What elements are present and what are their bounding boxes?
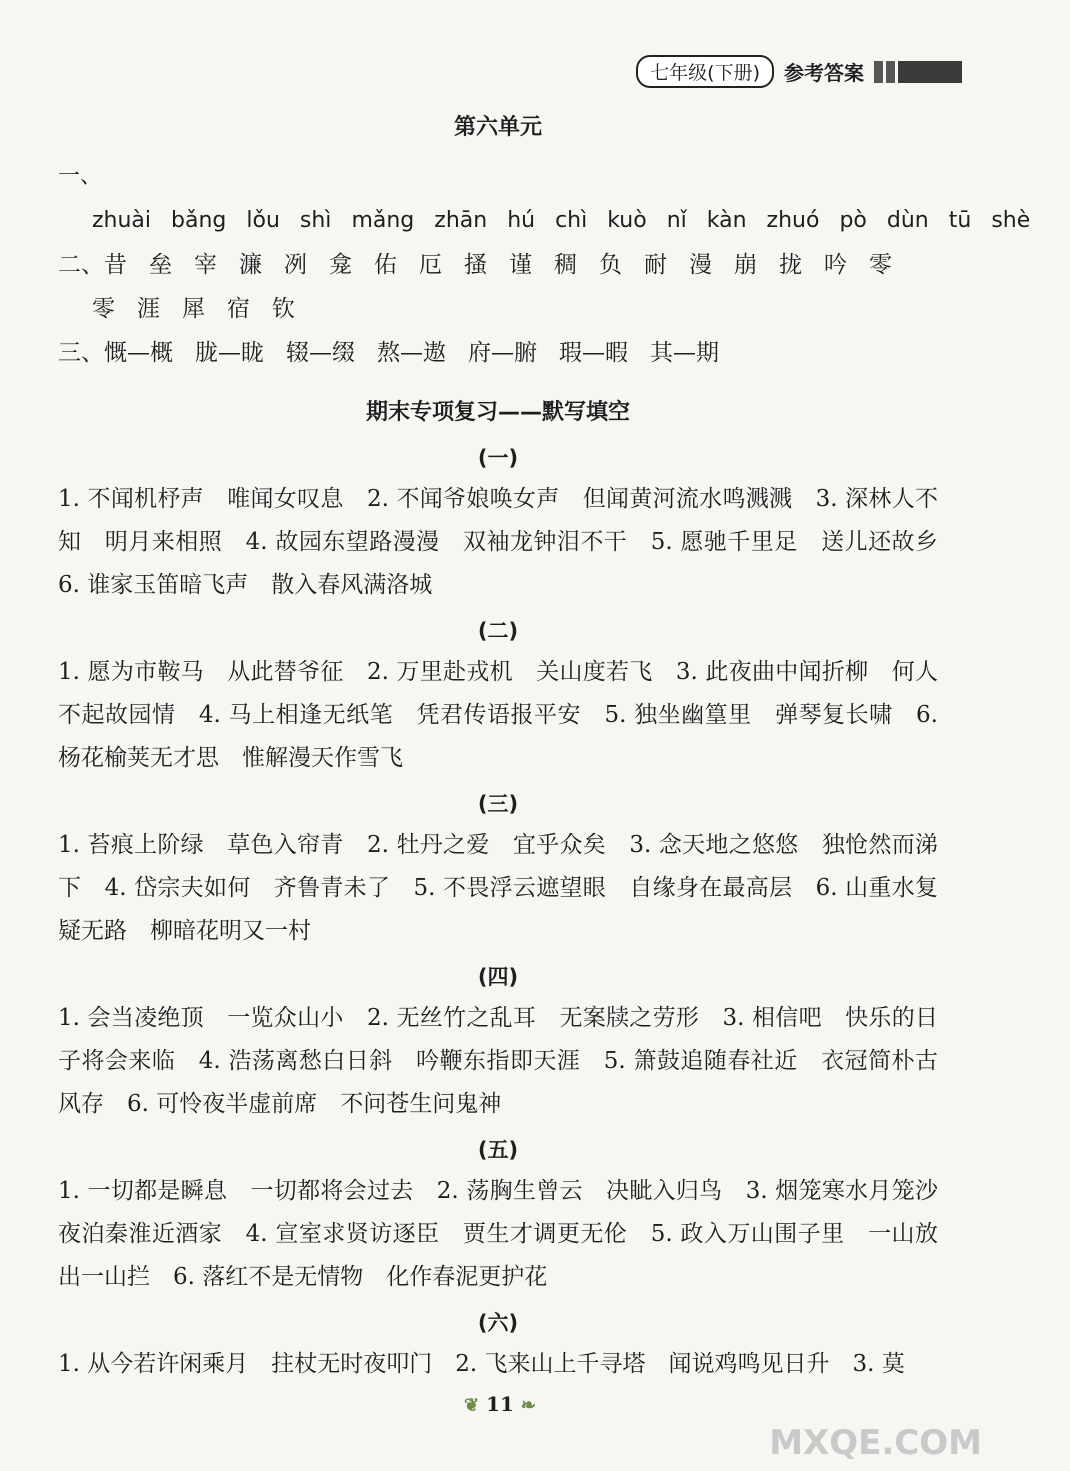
word-item: 吟 (824, 252, 847, 278)
page-header (636, 55, 962, 88)
pinyin-item: kuò (607, 208, 647, 233)
part-heading: (一) (477, 446, 519, 470)
part-heading: (六) (477, 1311, 519, 1335)
word-item: 濂 (239, 252, 262, 278)
pinyin-item: zhuó (766, 208, 820, 233)
answer-key-label: 参考答案 (784, 61, 864, 85)
word-item: 宰 (194, 252, 217, 278)
pair-list (104, 340, 741, 366)
word-item: 拢 (779, 252, 802, 278)
word-item: 犀 (182, 296, 205, 322)
word-item: 昔 (104, 252, 127, 278)
pair-item: 熬—遨 (377, 340, 446, 366)
part-text: 1. 从今若许闲乘月 拄杖无时夜叩门 2. 飞来山上千寻塔 闻说鸡鸣见日升 3. 莫 (58, 1351, 905, 1377)
word-item: 负 (599, 252, 622, 278)
word-item: 钦 (272, 296, 295, 322)
leaf-icon: ❧ (520, 1395, 536, 1416)
pinyin-item: zhuài (92, 208, 152, 233)
pair-item: 辍—缀 (286, 340, 355, 366)
page-footer (0, 1392, 1000, 1416)
review-title: 期末专项复习——默写填空 (365, 400, 630, 425)
unit-title: 第六单元 (453, 115, 542, 140)
part-heading: (二) (477, 619, 519, 643)
pair-item: 其—期 (650, 340, 719, 366)
header-decoration (874, 61, 962, 83)
word-item: 垒 (149, 252, 172, 278)
word-item: 搔 (464, 252, 487, 278)
unit-q1 (58, 155, 1031, 243)
word-item: 谨 (509, 252, 532, 278)
word-item: 零 (92, 296, 115, 322)
pinyin-item: kàn (706, 208, 747, 233)
pair-item: 瑕—暇 (559, 340, 628, 366)
pinyin-item: nǐ (666, 208, 687, 233)
pinyin-item: shè (991, 208, 1031, 233)
pinyin-item: pò (839, 208, 867, 233)
part-heading: (三) (477, 792, 519, 816)
part-text: 1. 会当凌绝顶 一览众山小 2. 无丝竹之乱耳 无案牍之劳形 3. 相信吧 快乐的日子将会来临 4. 浩荡离愁白日斜 吟鞭东指即天涯 5. 箫鼓追随春社近 衣冠简朴古风存 6. 可怜夜半虚前席 不问苍生问鬼神 (58, 1005, 938, 1117)
pair-item: 府—腑 (468, 340, 537, 366)
part-text: 1. 愿为市鞍马 从此替爷征 2. 万里赴戎机 关山度若飞 3. 此夜曲中闻折柳 何人不起故园情 4. 马上相逢无纸笔 凭君传语报平安 5. 独坐幽篁里 弹琴复长啸 6. 杨花榆荚无才思 惟解漫天作雪飞 (58, 659, 938, 771)
word-list (92, 252, 914, 322)
pinyin-item: chì (555, 208, 588, 233)
part-text: 1. 苔痕上阶绿 草色入帘青 2. 牡丹之爱 宜乎众矣 3. 念天地之悠悠 独怆然而涕下 4. 岱宗夫如何 齐鲁青未了 5. 不畏浮云遮望眼 自缘身在最高层 6. 山重水复疑无路 柳暗花明又一村 (58, 832, 938, 944)
pinyin-item: hú (507, 208, 536, 233)
q3-label: 三、 (58, 340, 104, 366)
leaf-icon: ❦ (464, 1395, 480, 1416)
word-item: 涯 (137, 296, 160, 322)
word-item: 稠 (554, 252, 577, 278)
pinyin-item: tū (948, 208, 972, 233)
word-item: 零 (869, 252, 892, 278)
word-item: 宿 (227, 296, 250, 322)
grade-badge: 七年级(下册) (636, 55, 774, 88)
pinyin-item: zhān (434, 208, 488, 233)
page-number: 11 (486, 1392, 514, 1416)
pinyin-item: lǒu (246, 208, 280, 233)
watermark: MXQE.COM (769, 1423, 982, 1463)
pinyin-item: bǎng (171, 208, 227, 233)
word-item: 龛 (329, 252, 352, 278)
page-content (58, 110, 1031, 1386)
q1-label: 一、 (58, 164, 103, 189)
word-item: 冽 (284, 252, 307, 278)
review-parts (58, 442, 961, 1386)
word-item: 厄 (419, 252, 442, 278)
pair-item: 胧—眬 (195, 340, 264, 366)
part-text: 1. 不闻机杼声 唯闻女叹息 2. 不闻爷娘唤女声 但闻黄河流水鸣溅溅 3. 深林人不知 明月来相照 4. 故园东望路漫漫 双袖龙钟泪不干 5. 愿驰千里足 送儿还故乡 6. 谁家玉笛暗飞声 散入春风满洛城 (58, 486, 961, 598)
pinyin-item: dùn (886, 208, 929, 233)
pinyin-item: mǎng (351, 208, 415, 233)
word-item: 佑 (374, 252, 397, 278)
pinyin-list (92, 208, 1050, 233)
pinyin-item: shì (299, 208, 332, 233)
word-item: 耐 (644, 252, 667, 278)
word-item: 漫 (689, 252, 712, 278)
unit-q2 (58, 243, 938, 331)
part-heading: (五) (477, 1138, 519, 1162)
pair-item: 慨—概 (104, 340, 173, 366)
word-item: 崩 (734, 252, 757, 278)
part-text: 1. 一切都是瞬息 一切都将会过去 2. 荡胸生曾云 决眦入归鸟 3. 烟笼寒水月笼沙 夜泊秦淮近酒家 4. 宣室求贤访逐臣 贾生才调更无伦 5. 政入万山围子里 一山放出一山拦 6. 落红不是无情物 化作春泥更护花 (58, 1178, 961, 1290)
q2-label: 二、 (58, 252, 104, 278)
unit-q3 (58, 331, 938, 375)
part-heading: (四) (477, 965, 519, 989)
